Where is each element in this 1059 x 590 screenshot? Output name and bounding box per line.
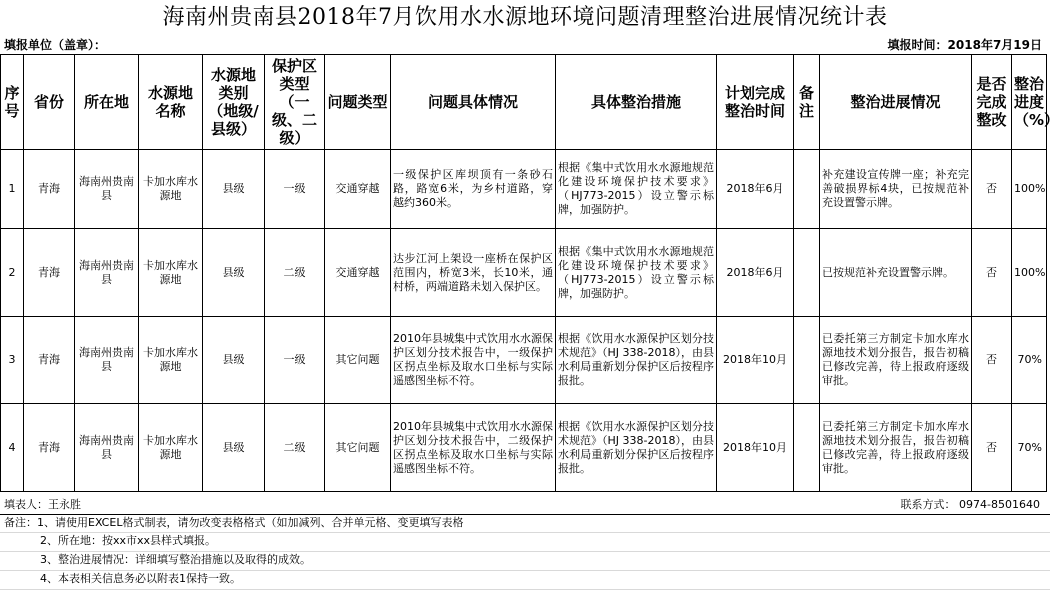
sheet-gridline [0, 532, 1050, 533]
cell-no: 2 [1, 229, 24, 317]
cell-location: 海南州贵南县 [75, 404, 139, 492]
cell-category: 县级 [203, 317, 265, 404]
note-line-2: 2、所在地：按xx市xx县样式填报。 [40, 534, 217, 547]
header-measures: 具体整治措施 [556, 55, 717, 150]
cell-problem-type: 交通穿越 [325, 150, 391, 229]
header-no: 序号 [1, 55, 24, 150]
cell-province: 青海 [24, 229, 75, 317]
cell-progress: 已委托第三方制定卡加水库水源地技术划分报告，报告初稿已修改完善，待上报政府逐级审批。 [820, 317, 972, 404]
header-province: 省份 [24, 55, 75, 150]
cell-problem-type: 其它问题 [325, 404, 391, 492]
cell-zone: 二级 [265, 404, 325, 492]
cell-problem-type: 其它问题 [325, 317, 391, 404]
cell-completed: 否 [972, 229, 1012, 317]
cell-progress: 补充建设宣传牌一座；补充完善破损界标4块，已按规范补充设置警示牌。 [820, 150, 972, 229]
cell-source-name: 卡加水库水源地 [139, 229, 203, 317]
header-plan-time: 计划完成整治时间 [717, 55, 794, 150]
cell-remark [794, 150, 820, 229]
statistics-table [0, 54, 1059, 492]
cell-source-name: 卡加水库水源地 [139, 317, 203, 404]
header-detail: 问题具体情况 [391, 55, 556, 150]
sheet-gridline [0, 570, 1050, 571]
cell-completed: 否 [972, 317, 1012, 404]
note-line-3: 3、整治进展情况：详细填写整治措施以及取得的成效。 [40, 553, 311, 566]
header-progress: 整治进展情况 [820, 55, 972, 150]
cell-no: 3 [1, 317, 24, 404]
header-source-name: 水源地名称 [139, 55, 203, 150]
cell-location: 海南州贵南县 [75, 317, 139, 404]
report-date-label: 填报时间：2018年7月19日 [887, 38, 1042, 52]
header-percent: 整治进度（%） [1012, 55, 1047, 150]
cell-province: 青海 [24, 404, 75, 492]
cell-plan-time: 2018年10月 [717, 404, 794, 492]
table-header-row [1, 55, 1047, 150]
table-row [1, 317, 1047, 404]
cell-category: 县级 [203, 150, 265, 229]
header-location: 所在地 [75, 55, 139, 150]
header-remark: 备注 [794, 55, 820, 150]
cell-no: 1 [1, 150, 24, 229]
cell-progress: 已委托第三方制定卡加水库水源地技术划分报告，报告初稿已修改完善，待上报政府逐级审批。 [820, 404, 972, 492]
page-title: 海南州贵南县2018年7月饮用水水源地环境问题清理整治进展情况统计表 [162, 5, 888, 30]
cell-category: 县级 [203, 229, 265, 317]
table-row [1, 404, 1047, 492]
cell-progress: 已按规范补充设置警示牌。 [820, 229, 972, 317]
cell-zone: 一级 [265, 317, 325, 404]
header-zone: 保护区类型（一级、二级） [265, 55, 325, 150]
cell-percent: 70% [1012, 404, 1047, 492]
note-line-1: 备注：1、请使用EXCEL格式制表，请勿改变表格格式（如加减列、合并单元格、变更填写表格 [4, 516, 464, 529]
cell-completed: 否 [972, 404, 1012, 492]
sheet-gridline [0, 551, 1050, 552]
table-row [1, 229, 1047, 317]
cell-source-name: 卡加水库水源地 [139, 404, 203, 492]
cell-province: 青海 [24, 150, 75, 229]
cell-category: 县级 [203, 404, 265, 492]
cell-province: 青海 [24, 317, 75, 404]
cell-zone: 一级 [265, 150, 325, 229]
cell-remark [794, 317, 820, 404]
cell-plan-time: 2018年10月 [717, 317, 794, 404]
header-problem-type: 问题类型 [325, 55, 391, 150]
cell-measures: 根据《饮用水水源保护区划分技术规范》（HJ 338-2018），由县水利局重新划分保护区后按程序报批。 [556, 404, 717, 492]
cell-location: 海南州贵南县 [75, 229, 139, 317]
cell-plan-time: 2018年6月 [717, 229, 794, 317]
cell-source-name: 卡加水库水源地 [139, 150, 203, 229]
cell-no: 4 [1, 404, 24, 492]
cell-location: 海南州贵南县 [75, 150, 139, 229]
contact-info: 联系方式： 0974-8501640 [900, 498, 1040, 511]
report-meta [0, 36, 1050, 54]
cell-percent: 100% [1012, 150, 1047, 229]
cell-detail: 达步江河上架设一座桥在保护区范围内，桥宽3米，长10米，通村桥，两端道路未划入保护区。 [391, 229, 556, 317]
header-category: 水源地类别（地级/县级） [203, 55, 265, 150]
reporting-unit-label: 填报单位（盖章）： [4, 38, 107, 52]
header-completed: 是否完成整改 [972, 55, 1012, 150]
cell-percent: 70% [1012, 317, 1047, 404]
cell-problem-type: 交通穿越 [325, 229, 391, 317]
cell-detail: 一级保护区库坝顶有一条砂石路，路宽6米，为乡村道路，穿越约360米。 [391, 150, 556, 229]
cell-zone: 二级 [265, 229, 325, 317]
filler-name: 填表人：王永胜 [4, 498, 81, 511]
footer-contact-row [0, 496, 1050, 515]
cell-detail: 2010年县城集中式饮用水水源保护区划分技术报告中，一级保护区拐点坐标及取水口坐标与实际遥感图坐标不符。 [391, 317, 556, 404]
cell-completed: 否 [972, 150, 1012, 229]
cell-remark [794, 404, 820, 492]
cell-measures: 根据《饮用水水源保护区划分技术规范》（HJ 338-2018），由县水利局重新划分保护区后按程序报批。 [556, 317, 717, 404]
cell-detail: 2010年县城集中式饮用水水源保护区划分技术报告中，二级保护区拐点坐标及取水口坐标与实际遥感图坐标不符。 [391, 404, 556, 492]
cell-remark [794, 229, 820, 317]
note-line-4: 4、本表相关信息务必以附表1保持一致。 [40, 572, 241, 585]
cell-percent: 100% [1012, 229, 1047, 317]
cell-plan-time: 2018年6月 [717, 150, 794, 229]
cell-measures: 根据《集中式饮用水水源地规范化建设环境保护技术要求》（HJ773-2015）设立警示标牌，加强防护。 [556, 150, 717, 229]
cell-measures: 根据《集中式饮用水水源地规范化建设环境保护技术要求》（HJ773-2015）设立警示标牌，加强防护。 [556, 229, 717, 317]
table-row [1, 150, 1047, 229]
